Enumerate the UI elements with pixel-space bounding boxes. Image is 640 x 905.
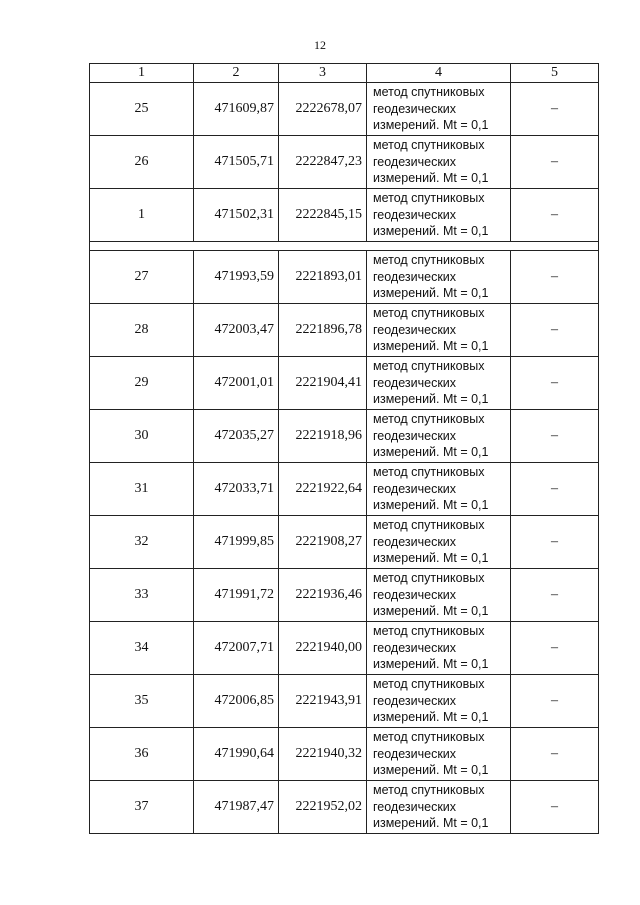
method-text-line: измерений. Mt = 0,1 xyxy=(373,551,489,566)
method-text-line: метод спутниковых xyxy=(373,624,485,639)
note-cell: – xyxy=(511,410,599,463)
table-header-row xyxy=(90,64,599,83)
x-coordinate-cell: 472003,47 xyxy=(194,304,279,357)
method-text-line: геодезических xyxy=(373,481,457,496)
method-text-line: метод спутниковых xyxy=(373,518,485,533)
method-cell xyxy=(367,728,511,781)
y-coordinate-cell: 2221936,46 xyxy=(279,569,367,622)
y-coordinate-cell: 2221943,91 xyxy=(279,675,367,728)
method-text-line: измерений. Mt = 0,1 xyxy=(373,392,489,407)
method-text-line: измерений. Mt = 0,1 xyxy=(373,710,489,725)
method-text-line: измерений. Mt = 0,1 xyxy=(373,763,489,778)
method-text-line: измерений. Mt = 0,1 xyxy=(373,224,489,239)
point-number-cell: 28 xyxy=(90,304,194,357)
point-number-cell: 29 xyxy=(90,357,194,410)
method-text-line: метод спутниковых xyxy=(373,138,485,153)
method-cell xyxy=(367,675,511,728)
separator-cell xyxy=(90,242,599,251)
method-text-line: геодезических xyxy=(373,534,457,549)
point-number-cell: 30 xyxy=(90,410,194,463)
x-coordinate-cell: 471987,47 xyxy=(194,781,279,834)
method-cell xyxy=(367,357,511,410)
x-coordinate-cell: 472001,01 xyxy=(194,357,279,410)
coordinates-table xyxy=(89,63,599,834)
y-coordinate-cell: 2221952,02 xyxy=(279,781,367,834)
x-coordinate-cell: 471991,72 xyxy=(194,569,279,622)
method-text-line: геодезических xyxy=(373,375,457,390)
point-number-cell: 27 xyxy=(90,251,194,304)
method-cell xyxy=(367,516,511,569)
note-cell: – xyxy=(511,622,599,675)
note-cell: – xyxy=(511,251,599,304)
method-text-line: измерений. Mt = 0,1 xyxy=(373,286,489,301)
method-cell xyxy=(367,622,511,675)
method-text-line: метод спутниковых xyxy=(373,571,485,586)
x-coordinate-cell: 471505,71 xyxy=(194,136,279,189)
method-text-line: метод спутниковых xyxy=(373,730,485,745)
method-cell xyxy=(367,251,511,304)
y-coordinate-cell: 2221940,00 xyxy=(279,622,367,675)
point-number-cell: 32 xyxy=(90,516,194,569)
header-col-2: 2 xyxy=(194,64,279,83)
table-row xyxy=(90,622,599,675)
method-text-line: метод спутниковых xyxy=(373,253,485,268)
method-text-line: измерений. Mt = 0,1 xyxy=(373,816,489,831)
header-col-3: 3 xyxy=(279,64,367,83)
point-number-cell: 31 xyxy=(90,463,194,516)
y-coordinate-cell: 2221904,41 xyxy=(279,357,367,410)
method-cell xyxy=(367,136,511,189)
point-number-cell: 35 xyxy=(90,675,194,728)
point-number-cell: 1 xyxy=(90,189,194,242)
table-row xyxy=(90,781,599,834)
separator-row xyxy=(90,242,599,251)
note-cell: – xyxy=(511,304,599,357)
table-row xyxy=(90,463,599,516)
y-coordinate-cell: 2221908,27 xyxy=(279,516,367,569)
y-coordinate-cell: 2221922,64 xyxy=(279,463,367,516)
table-row xyxy=(90,251,599,304)
method-text-line: метод спутниковых xyxy=(373,306,485,321)
table-row xyxy=(90,304,599,357)
table-row xyxy=(90,189,599,242)
method-text-line: геодезических xyxy=(373,428,457,443)
method-text-line: метод спутниковых xyxy=(373,677,485,692)
method-text-line: измерений. Mt = 0,1 xyxy=(373,445,489,460)
x-coordinate-cell: 471990,64 xyxy=(194,728,279,781)
method-cell xyxy=(367,83,511,136)
note-cell: – xyxy=(511,728,599,781)
table-row xyxy=(90,516,599,569)
x-coordinate-cell: 471609,87 xyxy=(194,83,279,136)
y-coordinate-cell: 2221918,96 xyxy=(279,410,367,463)
method-text-line: метод спутниковых xyxy=(373,465,485,480)
point-number-cell: 25 xyxy=(90,83,194,136)
method-text-line: измерений. Mt = 0,1 xyxy=(373,657,489,672)
method-text-line: измерений. Mt = 0,1 xyxy=(373,604,489,619)
method-text-line: геодезических xyxy=(373,693,457,708)
method-text-line: измерений. Mt = 0,1 xyxy=(373,339,489,354)
point-number-cell: 26 xyxy=(90,136,194,189)
y-coordinate-cell: 2221896,78 xyxy=(279,304,367,357)
method-text-line: измерений. Mt = 0,1 xyxy=(373,171,489,186)
header-col-1: 1 xyxy=(90,64,194,83)
note-cell: – xyxy=(511,357,599,410)
method-text-line: геодезических xyxy=(373,322,457,337)
note-cell: – xyxy=(511,516,599,569)
point-number-cell: 36 xyxy=(90,728,194,781)
method-cell xyxy=(367,189,511,242)
method-cell xyxy=(367,410,511,463)
x-coordinate-cell: 471993,59 xyxy=(194,251,279,304)
method-text-line: геодезических xyxy=(373,269,457,284)
note-cell: – xyxy=(511,463,599,516)
method-text-line: измерений. Mt = 0,1 xyxy=(373,118,489,133)
method-text-line: метод спутниковых xyxy=(373,85,485,100)
y-coordinate-cell: 2222845,15 xyxy=(279,189,367,242)
method-text-line: геодезических xyxy=(373,207,457,222)
header-col-4: 4 xyxy=(367,64,511,83)
method-cell xyxy=(367,569,511,622)
method-text-line: геодезических xyxy=(373,640,457,655)
note-cell: – xyxy=(511,189,599,242)
note-cell: – xyxy=(511,136,599,189)
x-coordinate-cell: 472035,27 xyxy=(194,410,279,463)
header-col-5: 5 xyxy=(511,64,599,83)
table-row xyxy=(90,357,599,410)
method-cell xyxy=(367,781,511,834)
table-row xyxy=(90,675,599,728)
point-number-cell: 33 xyxy=(90,569,194,622)
y-coordinate-cell: 2222847,23 xyxy=(279,136,367,189)
method-text-line: геодезических xyxy=(373,799,457,814)
method-text-line: геодезических xyxy=(373,101,457,116)
method-text-line: геодезических xyxy=(373,154,457,169)
point-number-cell: 37 xyxy=(90,781,194,834)
x-coordinate-cell: 472007,71 xyxy=(194,622,279,675)
x-coordinate-cell: 472033,71 xyxy=(194,463,279,516)
table-row xyxy=(90,728,599,781)
method-text-line: геодезических xyxy=(373,587,457,602)
y-coordinate-cell: 2222678,07 xyxy=(279,83,367,136)
x-coordinate-cell: 472006,85 xyxy=(194,675,279,728)
y-coordinate-cell: 2221893,01 xyxy=(279,251,367,304)
method-text-line: геодезических xyxy=(373,746,457,761)
method-cell xyxy=(367,304,511,357)
table-row xyxy=(90,410,599,463)
note-cell: – xyxy=(511,781,599,834)
table-row xyxy=(90,569,599,622)
x-coordinate-cell: 471502,31 xyxy=(194,189,279,242)
method-text-line: метод спутниковых xyxy=(373,412,485,427)
table-row xyxy=(90,136,599,189)
y-coordinate-cell: 2221940,32 xyxy=(279,728,367,781)
method-text-line: метод спутниковых xyxy=(373,191,485,206)
table-row xyxy=(90,83,599,136)
note-cell: – xyxy=(511,675,599,728)
method-text-line: метод спутниковых xyxy=(373,783,485,798)
method-text-line: измерений. Mt = 0,1 xyxy=(373,498,489,513)
page-number: 12 xyxy=(314,38,326,52)
note-cell: – xyxy=(511,83,599,136)
method-text-line: метод спутниковых xyxy=(373,359,485,374)
x-coordinate-cell: 471999,85 xyxy=(194,516,279,569)
method-cell xyxy=(367,463,511,516)
note-cell: – xyxy=(511,569,599,622)
point-number-cell: 34 xyxy=(90,622,194,675)
